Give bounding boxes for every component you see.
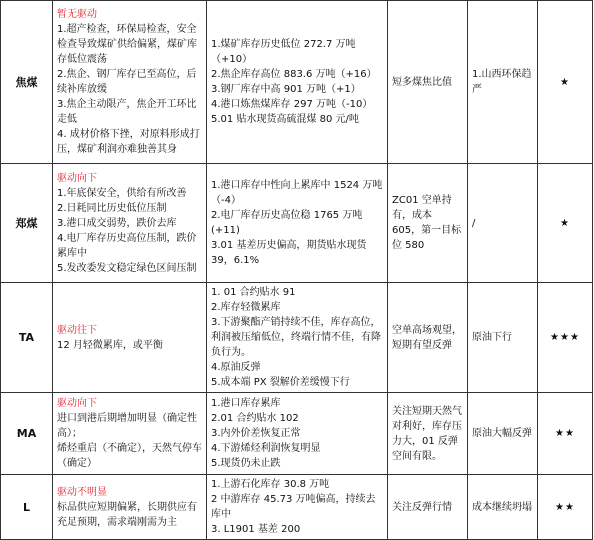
driver-line: 12 月轻微累库，或平衡 [57, 339, 163, 351]
fact-line: 4.港口炼焦煤库存 297 万吨（-10） [211, 99, 373, 110]
table-row [1, 1, 593, 164]
star-rating: ★★★ [538, 283, 593, 393]
fact-line: 5.01 贴水现货高硫混煤 80 元/吨 [211, 114, 359, 125]
fact-line: 3. L1901 基差 200 [211, 524, 301, 535]
fact-line: 2.01 合约贴水 102 [211, 413, 299, 424]
view-cell: 关注短期天然气对利好，库存压力大，01 反弹空间有限。 [388, 393, 468, 475]
view-cell: 空单高场观望，短期有望反弹 [388, 283, 468, 393]
driver-line: 5.发改委发文稳定绿色区间压制 [57, 262, 197, 274]
fact-line: 1.上游石化库存 30.8 万吨 [211, 479, 330, 490]
fact-line: 5.成本端 PX 裂解价差缓慢下行 [211, 377, 350, 388]
fact-line: 1. 01 合约贴水 91 [211, 287, 296, 298]
fact-line: 4.原油反弹 [211, 362, 261, 373]
driver-title: 驱动往下 [57, 324, 97, 336]
table-row [1, 164, 593, 283]
fact-line: 3.01 基差历史偏高，期货贴水现货 39，6.1% [211, 240, 367, 266]
table-row [1, 475, 593, 540]
risk-cell: 原油下行 [468, 283, 538, 393]
facts-cell [207, 475, 388, 540]
driver-line: 3.焦企主动限产，焦企开工环比走低 [57, 99, 197, 125]
driver-line: 标品供应短期偏紧，长期供应有充足预期，需求端刚需为主 [57, 501, 197, 528]
driver-title: 驱动不明显 [57, 486, 107, 498]
fact-line: 3.钢厂库存中高 901 万吨（+1） [211, 84, 361, 95]
facts-cell [207, 164, 388, 283]
commodity-name: MA [1, 393, 53, 475]
star-rating: ★ [538, 164, 593, 283]
star-rating: ★★ [538, 393, 593, 475]
commodity-name: L [1, 475, 53, 540]
star-rating: ★★ [538, 475, 593, 540]
driver-line: 2.日耗同比历史低位压制 [57, 202, 167, 214]
commodity-name: 郑煤 [1, 164, 53, 283]
risk-cell: 原油大幅反弹 [468, 393, 538, 475]
driver-title: 驱动向下 [57, 398, 97, 409]
view-cell: 短多煤焦比值 [388, 1, 468, 164]
fact-line: 1.港口库存累库 [211, 398, 281, 409]
view-cell: ZC01 空单持有，成本 605，第一目标位 580 [388, 164, 468, 283]
view-cell: 关注反弹行情 [388, 475, 468, 540]
risk-cell: 1.山西环保趋严 [468, 1, 538, 164]
fact-line: 1.港口库存中性向上累库中 1524 万吨（-4） [211, 180, 383, 206]
driver-title: 驱动向下 [57, 172, 97, 184]
driver-line: 2.焦企、钢厂库存已至高位，后续补库放缓 [57, 69, 197, 95]
driver-line: 4.电厂库存历史高位压制，跌价累库中 [57, 232, 197, 259]
table-row [1, 283, 593, 393]
risk-cell: / [468, 164, 538, 283]
fact-line: 3.内外价差恢复正常 [211, 428, 301, 439]
fact-line: 4.下游烯烃利润恢复明显 [211, 443, 321, 454]
fact-line: 2.焦企库存高位 883.6 万吨（+16） [211, 69, 377, 80]
driver-line: 3.港口成交弱势，跌价去库 [57, 217, 177, 229]
driver-line: 1.超产检查，环保局检查，安全检查导致煤矿供给偏紧，煤矿库存低位震荡 [57, 24, 197, 65]
fact-line: 5.现货仍未止跌 [211, 458, 281, 469]
driver-line: 烯烃重启（不确定），天然气停车（确定） [57, 443, 202, 469]
fact-line: 1.煤矿库存历史低位 272.7 万吨（+10） [211, 39, 356, 65]
driver-line: 进口到港后期增加明显（确定性高）； [57, 413, 197, 439]
fact-line: 3.下游聚酯产销持续不佳，库存高位，利润被压缩低位，终端行情不佳，有降负行为。 [211, 317, 381, 358]
fact-line: 2 中游库存 45.73 万吨偏高，持续去库中 [211, 494, 376, 520]
facts-cell [207, 393, 388, 475]
star-rating: ★ [538, 1, 593, 164]
driver-cell [53, 475, 207, 540]
fact-line: 2.电厂库存历史高位稳 1765 万吨(+11) [211, 210, 363, 236]
driver-line: 1.年底保安全，供给有所改善 [57, 187, 187, 199]
risk-cell: 成本继续坍塌 [468, 475, 538, 540]
driver-cell [53, 164, 207, 283]
driver-line: 4. 成材价格下挫，对原料形成打压，煤矿利润亦难独善其身 [57, 129, 200, 155]
commodity-name: TA [1, 283, 53, 393]
fact-line: 2.库存轻微累库 [211, 302, 281, 313]
driver-cell [53, 283, 207, 393]
commodity-name: 焦煤 [1, 1, 53, 164]
table-row [1, 393, 593, 475]
driver-title: 暂无驱动 [57, 9, 97, 20]
driver-cell [53, 1, 207, 164]
driver-cell [53, 393, 207, 475]
facts-cell [207, 1, 388, 164]
facts-cell [207, 283, 388, 393]
